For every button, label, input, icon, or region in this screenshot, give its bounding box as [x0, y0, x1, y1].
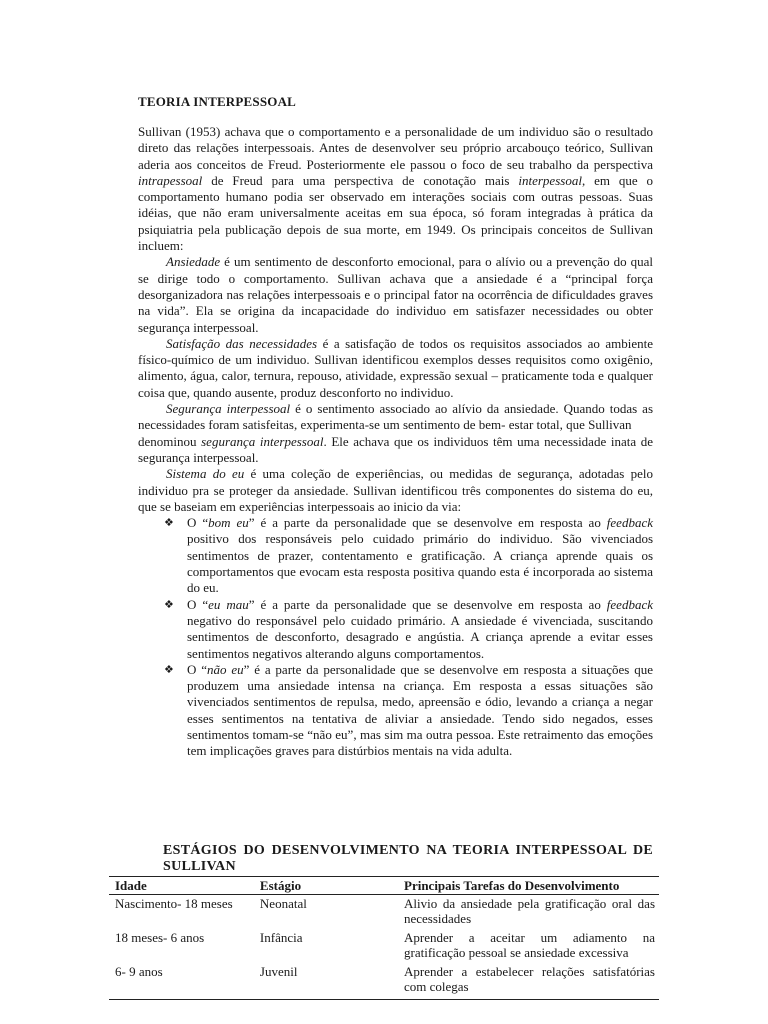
table-row [109, 894, 659, 929]
concept-satisfacao: Satisfação das necessidades é a satisfação de todos os requisitos associados ao ambiente físico-químico de um individuo. Sullivan identificou exemplos desses requisitos como oxigênio, alimento, água, calor, ternura, repouso, atividade, expressão sexual – praticamente toda e qualquer coisa que, quando ausente, produz desconforto no individuo. [138, 335, 654, 400]
table-cell-age: 6- 9 anos [109, 963, 254, 1000]
column-header-estagio: Estágio [254, 877, 398, 895]
table-row [109, 929, 659, 963]
table-cell-age: 18 meses- 6 anos [115, 929, 205, 945]
concept-term: Segurança interpessoal [166, 401, 291, 417]
table-cell-tasks: Aprender a aceitar um adiamento na gratificação pessoal se ansiedade excessiva [404, 929, 655, 960]
table-cell-stage: Juvenil [254, 963, 398, 1000]
concept-term: Satisfação das necessidades [166, 335, 318, 351]
body-text [138, 124, 653, 760]
section-title: ESTÁGIOS DO DESENVOLVIMENTO NA TEORIA INTERPESSOAL DE SULLIVAN [163, 843, 653, 874]
concept-seguranca: Segurança interpessoal é o sentimento associado ao alívio da ansiedade. Quando todas as necessidades foram satisfeitas, experimenta-se um sentimento de bem- estar total, que Sullivan [138, 401, 654, 433]
table-cell-stage: Neonatal [259, 895, 307, 911]
table-header-row [109, 877, 659, 895]
concept-term: Sistema do eu [166, 466, 245, 482]
intro-paragraph: Sullivan (1953) achava que o comportamento e a personalidade de um individuo são o resultado direto das relações interpessoais. Antes de desenvolver seu próprio arcabouço teórico, Sullivan aderia aos conceitos de Freud. Posteriormente ele passou o foco de seu trabalho da perspectiva intrapessoal de Freud para uma perspectiva de conotação mais interpessoal, em que o comportamento humano podia ser observado em interações sociais com outras pessoas. Suas idéias, que não eram universalmente aceitas em sua época, só foram integradas à prática da psiquiatria pela publicação depois de sua morte, em 1949. Os principais conceitos de Sullivan incluem: [138, 124, 654, 254]
table-row [109, 963, 659, 1000]
column-header-tarefas: Principais Tarefas do Desenvolvimento [398, 877, 659, 895]
list-item-bom-eu: ❖ O “bom eu” é a parte da personalidade que se desenvolve em resposta ao feedback positivo dos responsáveis pelo cuidado primário do individuo. São vivenciados sentimentos de prazer, contentamento e gratificação. A criança aprende quais os comportamentos que evocam esta resposta positiva quando esta é incorporada ao sistema do eu. [164, 515, 653, 596]
list-item-nao-eu: ❖ O “não eu” é a parte da personalidade que se desenvolve em resposta a situações que produzem uma ansiedade intensa na criança. Em resposta a essas situações são vivenciados sentimentos de repulsa, medo, apreensão e ódio, levando a criança a negar esses sentimentos na tentativa de aliviar a ansiedade. Tendo sido negados, esses sentimentos tomam-se “não eu”, mas sim ma outra pessoa. Este retraimento das emoções tem implicações graves para distúrbios mentais na vida adulta. [164, 661, 653, 759]
concept-seguranca-cont: denominou segurança interpessoal. Ele achava que os individuos têm uma necessidade inata de segurança interpessoal. [138, 433, 653, 465]
column-header-idade: Idade [109, 877, 254, 895]
diamond-bullet-icon: ❖ [164, 516, 174, 530]
list-item-eu-mau: ❖ O “eu mau” é a parte da personalidade que se desenvolve em resposta ao feedback negativo do responsável pelo cuidado primário. A ansiedade é vivenciada, suscitando sentimentos de desconforto, desagrado e angústia. A criança aprende a evitar esses sentimentos negativos alterando alguns comportamentos. [164, 596, 653, 661]
concept-term: Ansiedade [166, 254, 221, 270]
table-cell-stage: Infância [259, 929, 303, 945]
concept-ansiedade: Ansiedade é um sentimento de desconforto emocional, para o alívio ou a prevenção do qual se dirige todo o comportamento. Sullivan achava que a ansiedade é a “principal força desorganizadora nas relações interpessoais e o principal fator na ocorrência de dificuldades graves na vida”. Ela se origina da incapacidade do individuo em satisfazer necessidades ou obter segurança interpessoal. [138, 254, 653, 335]
table-cell-tasks: Aprender a estabelecer relações satisfatórias com colegas [398, 963, 659, 1000]
self-system-list [138, 515, 653, 759]
table-cell-age: Nascimento- 18 meses [115, 895, 233, 911]
concept-sistema-do-eu: Sistema do eu é uma coleção de experiências, ou medidas de segurança, adotadas pelo individuo pra se proteger da ansiedade. Sullivan identificou três componentes do sistema do eu, que se baseiam em experiências interpessoais ao inicio da via: [138, 466, 653, 514]
diamond-bullet-icon: ❖ [164, 662, 174, 676]
document-title: TEORIA INTERPESSOAL [138, 94, 297, 109]
diamond-bullet-icon: ❖ [164, 597, 174, 611]
table-cell-tasks: Alivio da ansiedade pela gratificação oral das necessidades [404, 895, 655, 926]
development-stages-table [109, 876, 659, 1000]
